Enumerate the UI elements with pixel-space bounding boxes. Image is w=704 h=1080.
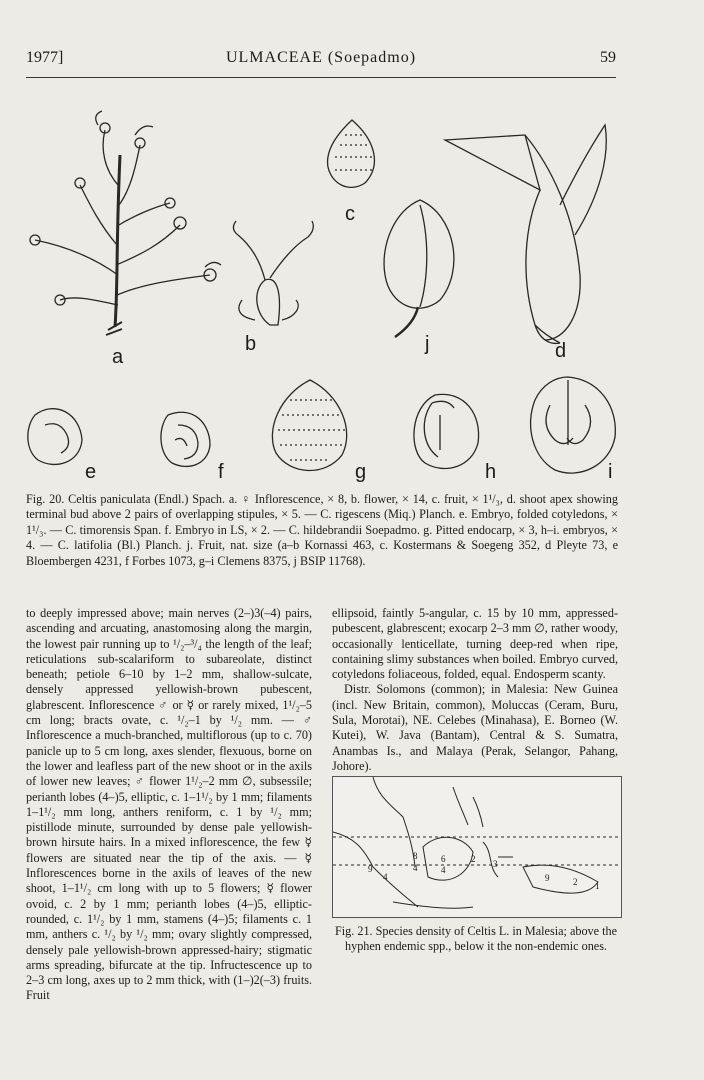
botanical-plate: [20, 95, 620, 485]
plate-label-h: h: [485, 461, 497, 483]
borneo-coast: [423, 837, 473, 880]
plate-label-j: j: [425, 333, 430, 355]
plate-label-b: b: [245, 333, 257, 355]
plate-label-c: c: [345, 203, 355, 225]
plate-illustration: [20, 95, 620, 485]
map-label-1: 9: [368, 864, 373, 874]
celebes-coast: [483, 842, 513, 877]
header-year: 1977]: [26, 49, 64, 66]
philippines-coast: [453, 787, 483, 827]
page-number: 59: [600, 49, 616, 66]
inflorescence-drawing: [30, 111, 221, 335]
figure-20-caption: [26, 492, 618, 569]
species-density-map: [332, 776, 622, 918]
java-coast: [393, 902, 473, 908]
running-header: [26, 49, 616, 71]
map-label-10: 2: [573, 877, 578, 887]
left-column: [26, 606, 312, 1004]
fruit-nat-size-drawing: [384, 200, 454, 337]
new-guinea-coast: [523, 865, 598, 893]
right-column-paragraph-1: ellipsoid, faintly 5-angular, c. 15 by 10 mm, appressed-pubescent, glabrescent; exocarp 2–3 mm ∅, rather woody, occasionally lenticellate, turning deep-red when ripe, containing slimy substances when boiled. Embryo curved, cotyledons foliaceous, folded, equal. Endosperm scanty.: [332, 606, 618, 682]
embryo-e-drawing: [28, 409, 82, 465]
plate-label-f: f: [218, 461, 224, 483]
sumatra-coast: [333, 832, 418, 907]
plate-label-d: d: [555, 340, 567, 362]
malesia-map: [333, 777, 621, 917]
map-label-7: 2: [471, 854, 476, 864]
embryo-i-drawing: [531, 377, 616, 473]
map-label-9: 9: [545, 873, 550, 883]
figure-21-caption: Fig. 21. Species density of Celtis L. in Malesia; above the hyphen endemic spp., below it the non-endemic ones.: [335, 924, 617, 954]
plate-label-g: g: [355, 461, 367, 483]
header-title: ULMACEAE (Soepadmo): [225, 49, 417, 66]
plate-label-a: a: [112, 346, 124, 368]
shoot-apex-drawing: [445, 125, 606, 343]
map-label-5: 6: [441, 854, 446, 864]
plate-label-e: e: [85, 461, 97, 483]
map-label-3: 8: [413, 851, 418, 861]
plate-label-i: i: [608, 461, 613, 483]
map-label-11: 1: [595, 881, 600, 891]
header-rule: [26, 77, 616, 78]
right-column-distribution: Distr. Solomons (common); in Malesia: New Guinea (incl. New Britain, common), Moluccas (Ceram, Buru, Sula, Morotai), NE. Celebes (Minahasa), E. Borneo (W. Kutei), W. Java (Bantam), Central & S. Sumatra, Anambas Is., and Malaya (Perak, Selangor, Pahang, Johore).: [332, 682, 618, 773]
flower-drawing: [233, 221, 313, 325]
embryo-h-drawing: [414, 394, 479, 468]
map-label-2: 4: [383, 872, 388, 882]
pitted-endocarp-drawing: [272, 380, 346, 471]
mainland-coast: [373, 777, 415, 867]
fruit-drawing: [328, 120, 375, 187]
right-column: [332, 606, 618, 774]
map-label-8: 3: [493, 859, 498, 869]
figure-20-caption-text: Fig. 20. Celtis paniculata (Endl.) Spach. a. ♀ Inflorescence, × 8, b. flower, × 14, c. fruit, × 1¹/₃, d. shoot apex showing terminal bud above 2 pairs of overlapping stipules, × 5. — C. rigescens (Miq.) Planch. e. Embryo, folded cotyledons, × 1¹/₃. — C. timorensis Span. f. Embryo in LS, × 2. — C. hildebrandii Soepadmo. g. Pitted endocarp, × 3, h–i. embryos, × 4. — C. latifolia (Bl.) Planch. j. Fruit, nat. size (a–b Kornassi 463, c. Kostermans & Soegeng 352, d Pleyte 73, e Bloembergen 4231, f Forbes 1073, g–i Clemens 8375, j BSIP 11768).: [26, 492, 618, 568]
embryo-f-drawing: [161, 412, 210, 466]
left-column-text: to deeply impressed above; main nerves (2–)3(–4) pairs, ascending and arcuating, anastomosing along the margin, the lowest pair running up to ¹/₂–³/₄ the length of the leaf; reticulations sub-scalariform to subareolate, distinct beneath; petiole 6–10 by 1–2 mm, shallow-sulcate, densely appressed yellowish-brown pubescent, glabrescent. Inflorescence ♂ or ☿ or rarely mixed, 1¹/₂–5 cm long; bracts ovate, c. ¹/₂–1 by ¹/₂ mm. — ♂ Inflorescence a much-branched, multiflorous (up to c. 70) panicle up to 5 cm long, axes slender, flexuous, borne on the lower and leafless part of the new shoot or in the axils of lower new leaves; ♂ flower 1¹/₂–2 mm ∅, subsessile; perianth lobes (4–)5, elliptic, c. 1–1¹/₂ by 1 mm; filaments 1–1¹/₂ mm long, anthers reniform, c. 1 by ¹/₂ mm; pistillode minute, surrounded by dense pale yellowish-brown hirsute hairs. In a mixed inflorescence, the few ☿ flowers are situated near the tip of the axis. — ☿ Inflorescences borne in the axils of leaves of the new shoot, 1–1¹/₂ cm long with up to 5 flowers; ☿ flower ovoid, c. 2 by 1 mm; perianth lobes (4–)5, elliptic-rounded, c. 1¹/₂ by 1 mm, stamens (4–)5; filaments c. 1 mm, anthers c. ¹/₂ by ¹/₂ mm; ovary slightly compressed, densely pale yellowish-brown appressed-hairy; stigmatic arms spreading, bifurcate at the tip. Infructescence up to 2–3 cm long, axes up to 2 mm thick, with (1–)2(–3) fruits. Fruit: [26, 606, 312, 1003]
map-label-6: 4: [441, 865, 446, 875]
map-label-4: 4: [413, 863, 418, 873]
